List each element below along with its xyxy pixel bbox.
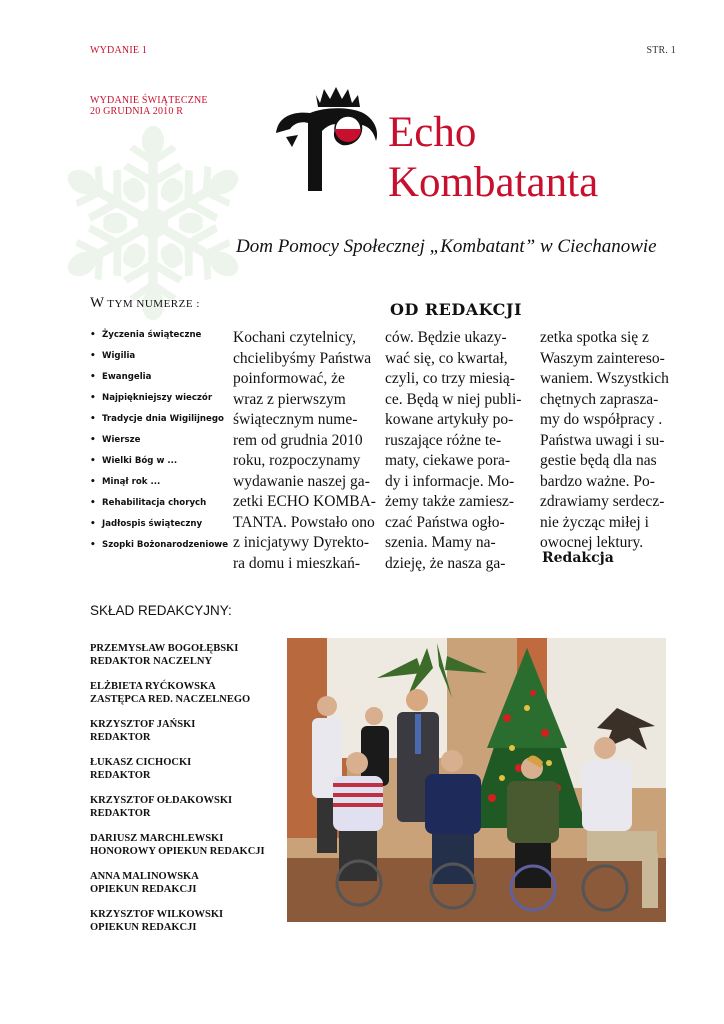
- staff-role: OPIEKUN REDAKCJI: [90, 921, 197, 933]
- staff-role: REDAKTOR: [90, 769, 151, 781]
- toc-item: • Wiersze: [90, 430, 230, 451]
- staff-list: [90, 643, 280, 947]
- staff-role: ZASTĘPCA RED. NACZELNEGO: [90, 693, 251, 705]
- staff-name: DARIUSZ MARCHLEWSKI: [90, 833, 224, 844]
- edition-info: [90, 95, 208, 117]
- toc-item: • Wigilia: [90, 346, 230, 367]
- newspaper-subtitle: Dom Pomocy Społecznej „Kombatant” w Ciechanowie: [236, 236, 657, 257]
- staff-name: KRZYSZTOF WILKOWSKI: [90, 909, 224, 920]
- staff-role: REDAKTOR: [90, 731, 151, 743]
- staff-member: [90, 871, 280, 896]
- editorial-heading: OD REDAKCJI: [390, 300, 522, 319]
- page-number: STR. 1: [646, 45, 676, 56]
- toc-item: • Najpiękniejszy wieczór: [90, 388, 230, 409]
- staff-heading: SKŁAD REDAKCYJNY:: [90, 603, 232, 618]
- toc-item: • Szopki Bożonarodzeniowe: [90, 535, 230, 556]
- editorial-column-2: ców. Będzie ukazy- wać się, co kwartał, czyli, co trzy miesią- ce. Będą w niej publi- kowane artykuły po- ruszające różne te- maty, ciekawe pora- dy i informacje. Mo- żemy także zamiesz- czać Państwa ogło- szenia. Mamy na- dzieję, że nasza ga-: [385, 329, 522, 572]
- staff-member: [90, 681, 280, 706]
- staff-member: [90, 757, 280, 782]
- editorial-column-3: zetka spotka się z Waszym zaintereso- waniem. Wszystkich chętnych zaprasza- my do współpracy . Państwa uwagi i su- gestie będą dla nas bardzo ważne. Po- zdrawiamy serdecz- nie życząc miłej i owocnej lektury.: [540, 329, 669, 551]
- toc-item: • Rehabilitacja chorych: [90, 493, 230, 514]
- toc-heading-rest: TYM NUMERZE :: [104, 298, 200, 310]
- title-line-1: Echo: [388, 109, 477, 156]
- edition-date: 20 GRUDNIA 2010 R: [90, 106, 184, 117]
- staff-member: [90, 833, 280, 858]
- group-photo: [287, 638, 666, 922]
- toc-item: • Wielki Bóg w ...: [90, 451, 230, 472]
- toc-item: • Minął rok ...: [90, 472, 230, 493]
- eagle-crown-logo: [272, 85, 382, 197]
- staff-member: [90, 909, 280, 934]
- staff-name: ANNA MALINOWSKA: [90, 871, 199, 882]
- editorial-column-1: Kochani czytelnicy, chcielibyśmy Państwa poinformować, że wraz z pierwszym świątecznym nume- rem od grudnia 2010 roku, rozpoczynamy wydawanie naszej ga- zetki ECHO KOMBA- TANTA. Powstało ono z inicjatywy Dyrekto- ra domu i mieszkań-: [233, 329, 376, 572]
- edition-special-label: WYDANIE ŚWIĄTECZNE: [90, 95, 208, 106]
- staff-role: REDAKTOR: [90, 807, 151, 819]
- toc-item: • Życzenia świąteczne: [90, 325, 230, 346]
- staff-name: PRZEMYSŁAW BOGOŁĘBSKI: [90, 643, 239, 654]
- staff-name: ŁUKASZ CICHOCKI: [90, 757, 192, 768]
- staff-role: REDAKTOR NACZELNY: [90, 655, 213, 667]
- edition-label: WYDANIE 1: [90, 45, 148, 56]
- staff-member: [90, 795, 280, 820]
- toc-item: • Jadłospis świąteczny: [90, 514, 230, 535]
- toc-heading-initial: W: [90, 295, 105, 311]
- staff-role: HONOROWY OPIEKUN REDAKCJI: [90, 845, 265, 857]
- editorial-signoff: Redakcja: [542, 550, 614, 566]
- toc-item: • Ewangelia: [90, 367, 230, 388]
- staff-member: [90, 719, 280, 744]
- title-line-2: Kombatanta: [388, 159, 599, 206]
- staff-name: KRZYSZTOF OŁDAKOWSKI: [90, 795, 233, 806]
- staff-name: KRZYSZTOF JAŃSKI: [90, 719, 196, 730]
- toc-heading: [90, 295, 200, 312]
- staff-name: ELŻBIETA RYĆKOWSKA: [90, 681, 216, 692]
- staff-role: OPIEKUN REDAKCJI: [90, 883, 197, 895]
- toc-list: [90, 325, 230, 556]
- staff-member: [90, 643, 280, 668]
- toc-item: • Tradycje dnia Wigilijnego: [90, 409, 230, 430]
- newspaper-title: [388, 108, 598, 208]
